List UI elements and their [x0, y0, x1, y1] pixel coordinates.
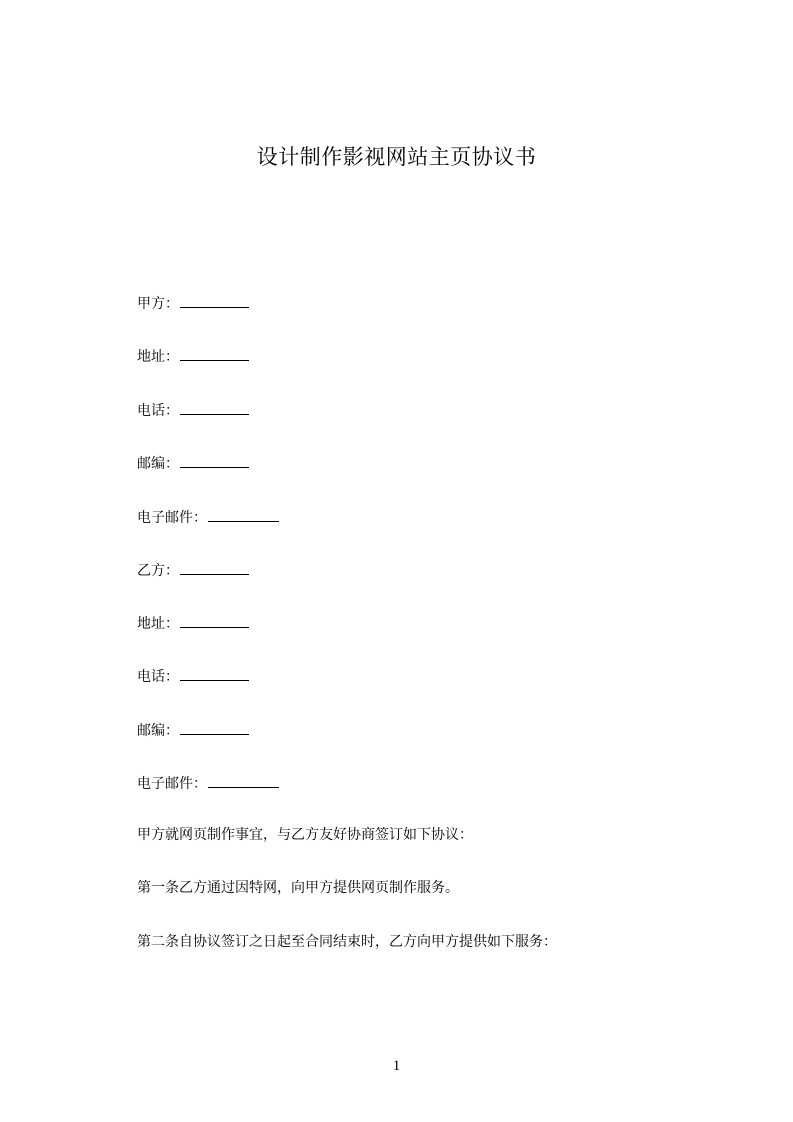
party-b-address-field [137, 612, 249, 634]
document-title: 设计制作影视网站主页协议书 [256, 145, 537, 169]
party-b-email-field [137, 772, 279, 794]
party-b-postcode-field [137, 719, 249, 741]
field-label: 乙方： [137, 563, 179, 579]
article-two-paragraph: 第二条自协议签订之日起至合同结束时，乙方向甲方提供如下服务： [137, 934, 557, 950]
field-label: 电子邮件： [137, 776, 207, 792]
field-label: 地址： [137, 349, 179, 365]
field-label: 电话： [137, 669, 179, 685]
field-label: 地址： [137, 616, 179, 632]
party-b-phone-field [137, 665, 249, 687]
party-b-name-field [137, 559, 249, 581]
fill-in-blank [180, 345, 249, 361]
fill-in-blank [180, 559, 249, 575]
party-a-postcode-field [137, 452, 249, 474]
field-label: 电话： [137, 403, 179, 419]
fill-in-blank [180, 665, 249, 681]
field-label: 邮编： [137, 723, 179, 739]
fill-in-blank [180, 452, 249, 468]
fill-in-blank [180, 719, 249, 735]
field-label: 甲方： [137, 296, 179, 312]
article-one-paragraph: 第一条乙方通过因特网，向甲方提供网页制作服务。 [137, 880, 459, 896]
party-a-name-field [137, 292, 249, 314]
field-label: 邮编： [137, 456, 179, 472]
party-a-phone-field [137, 399, 249, 421]
page-number: 1 [392, 1058, 401, 1074]
agreement-intro-paragraph: 甲方就网页制作事宜，与乙方友好协商签订如下协议： [137, 827, 473, 843]
fill-in-blank [208, 772, 279, 788]
fill-in-blank [208, 506, 279, 522]
fill-in-blank [180, 292, 249, 308]
field-label: 电子邮件： [137, 510, 207, 526]
fill-in-blank [180, 399, 249, 415]
fill-in-blank [180, 612, 249, 628]
party-a-address-field [137, 345, 249, 367]
party-a-email-field [137, 506, 279, 528]
